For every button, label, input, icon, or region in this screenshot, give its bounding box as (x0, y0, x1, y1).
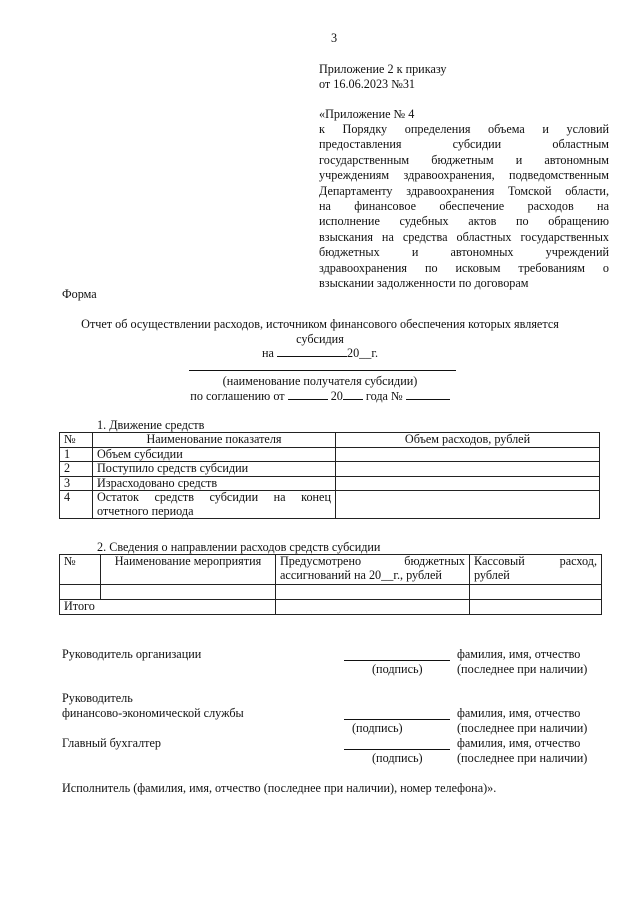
annex-line: на финансовое обеспечение расходов на (319, 199, 609, 214)
agreement-mid: 20 (330, 389, 343, 403)
header-cash-line-2: рублей (474, 567, 510, 582)
order-line-2: от 16.06.2023 №31 (319, 77, 416, 91)
executor-line: Исполнитель (фамилия, имя, отчество (последнее при наличии), номер телефона)». (62, 781, 497, 795)
fio-note: (последнее при наличии) (457, 662, 588, 676)
signature-line (344, 660, 450, 661)
annex-line: учреждениям здравоохранения, подведомственным (319, 168, 609, 183)
row-name: Поступило средств субсидии (93, 462, 336, 477)
head-org-label: Руководитель организации (62, 647, 202, 661)
form-label: Форма (62, 287, 97, 301)
annex-line: государственным бюджетным и автономным (319, 152, 609, 167)
annex-text (319, 122, 609, 291)
empty-cell (276, 585, 470, 600)
header-event-name: Наименование мероприятия (101, 555, 276, 585)
order-line-1: Приложение 2 к приказу (319, 62, 447, 76)
header-num: № (60, 555, 101, 585)
expenses-table (59, 554, 602, 615)
row-name (93, 491, 336, 519)
report-date (0, 346, 640, 361)
signature-caption: (подпись) (372, 662, 423, 676)
head-fin-label-1: Руководитель (62, 691, 133, 705)
signature-line (344, 749, 450, 750)
annex-line: взыскания на средства областных государственных (319, 229, 609, 244)
table-header-row (60, 433, 600, 448)
agreement-prefix: по соглашению от (190, 389, 285, 403)
annex-line: бюджетных и автономных учреждений (319, 245, 609, 260)
row-name: Объем субсидии (93, 447, 336, 462)
row-name: Израсходовано средств (93, 476, 336, 491)
agreement-date-blank (288, 399, 328, 400)
agreement-suffix: года № (365, 389, 403, 403)
header-indicator: Наименование показателя (93, 433, 336, 448)
chief-accountant-label: Главный бухгалтер (62, 736, 162, 750)
annex-line: здравоохранения по исковым требованиям о (319, 260, 609, 275)
signature-line (344, 719, 450, 720)
header-planned-line-2: ассигнований на 20__г., рублей (280, 567, 442, 582)
row-name-line-1: Остаток средств субсидии на конец (97, 490, 331, 504)
row-value (336, 447, 600, 462)
report-title-line-1: Отчет об осуществлении расходов, источником финансового обеспечения которых является (81, 317, 559, 331)
table-row (60, 585, 602, 600)
table-row (60, 476, 600, 491)
table-row (60, 447, 600, 462)
header-planned-line-1: Предусмотрено бюджетных (280, 554, 465, 568)
agreement-year-blank (343, 399, 363, 400)
page-number: 3 (331, 31, 338, 45)
empty-cell (276, 600, 470, 615)
row-num: 3 (60, 476, 93, 491)
fio-note: (последнее при наличии) (457, 751, 588, 765)
fio-label: фамилия, имя, отчество (457, 736, 581, 750)
table-header-row (60, 555, 602, 585)
movement-table (59, 432, 600, 519)
row-value (336, 462, 600, 477)
header-planned (276, 555, 470, 585)
empty-cell (101, 585, 276, 600)
signature-caption: (подпись) (352, 721, 403, 735)
row-num: 2 (60, 462, 93, 477)
report-title-line-2: субсидия (296, 332, 344, 346)
empty-cell (60, 585, 101, 600)
report-date-blank (277, 356, 347, 357)
fio-label: фамилия, имя, отчество (457, 647, 581, 661)
fio-note: (последнее при наличии) (457, 721, 588, 735)
annex-line: предоставления субсидии областным (319, 137, 609, 152)
header-amount: Объем расходов, рублей (336, 433, 600, 448)
header-num: № (60, 433, 93, 448)
section1-title: 1. Движение средств (97, 418, 205, 432)
head-fin-label-2: финансово-экономической службы (62, 706, 244, 720)
row-name-line-2: отчетного периода (97, 503, 194, 518)
annex-line: взыскании задолженности по договорам (319, 276, 529, 291)
agreement-number-blank (406, 399, 450, 400)
row-num: 4 (60, 491, 93, 519)
annex-title: «Приложение № 4 (319, 107, 415, 121)
empty-cell (470, 585, 602, 600)
row-num: 1 (60, 447, 93, 462)
signature-caption: (подпись) (372, 751, 423, 765)
table-row (60, 462, 600, 477)
recipient-line (189, 370, 456, 371)
report-date-prefix: на (261, 346, 274, 360)
total-label: Итого (60, 600, 276, 615)
annex-line: к Порядку определения объема и условий (319, 122, 609, 136)
recipient-caption: (наименование получателя субсидии) (222, 374, 418, 388)
header-cash-line-1: Кассовый расход, (474, 554, 597, 568)
section2-title: 2. Сведения о направлении расходов средств субсидии (97, 540, 381, 554)
agreement-line (0, 389, 640, 404)
empty-cell (470, 600, 602, 615)
table-row (60, 491, 600, 519)
header-cash (470, 555, 602, 585)
row-value (336, 491, 600, 519)
annex-line: Департаменту здравоохранения Томской области, (319, 183, 609, 198)
total-row (60, 600, 602, 615)
report-date-year: 20__г. (346, 346, 379, 360)
fio-label: фамилия, имя, отчество (457, 706, 581, 720)
row-value (336, 476, 600, 491)
annex-line: исполнение судебных актов по обращению (319, 214, 609, 229)
